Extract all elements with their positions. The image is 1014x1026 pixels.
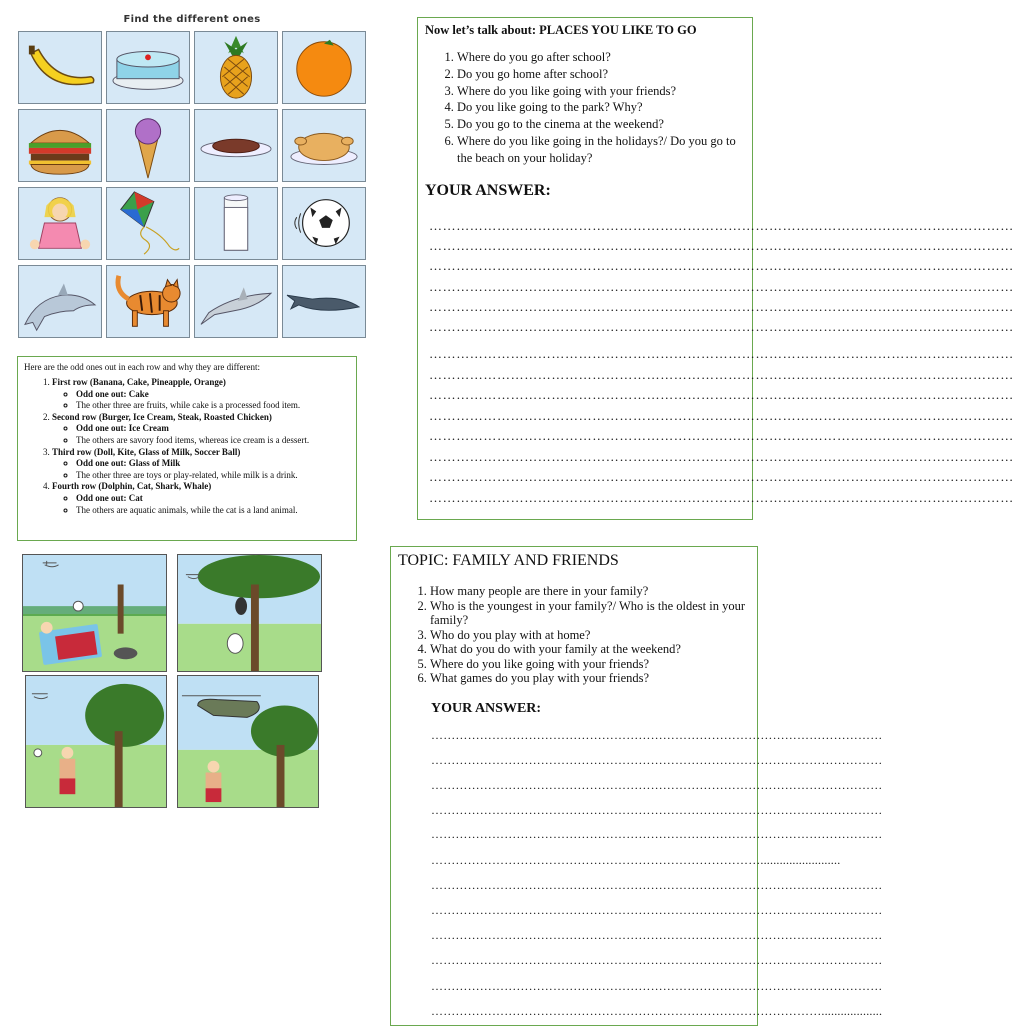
cake-icon xyxy=(106,31,190,104)
answer-line[interactable]: ………………………………………………………………………………………………………………… xyxy=(429,258,1014,273)
your-answer-label: YOUR ANSWER: xyxy=(425,182,551,199)
odd-ones-answers xyxy=(17,356,357,541)
answer-line[interactable]: ………………………………………………………………………………………………… xyxy=(431,953,883,967)
answer-line[interactable]: ………………………………………………………………………………………………… xyxy=(431,903,883,917)
family-questions xyxy=(398,584,750,686)
banana-icon xyxy=(18,31,102,104)
roasted-chicken-icon xyxy=(282,109,366,182)
answer-line[interactable]: ………………………………………………………………………………………………………………… xyxy=(429,238,1014,253)
answers-list xyxy=(24,377,372,516)
grid-title: Find the different ones xyxy=(123,14,261,25)
question: 2. Do you go home after school? xyxy=(457,66,752,83)
question: 4. Do you like going to the park? Why? xyxy=(457,99,752,116)
glass-of-milk-icon xyxy=(194,187,278,260)
answer-line[interactable]: ………………………………………………………………………………………………………………… xyxy=(429,319,1014,334)
kite-icon xyxy=(106,187,190,260)
panel-helicopter-rescue xyxy=(177,675,319,808)
answer-line[interactable]: ………………………………………………………………………………………………… xyxy=(431,979,883,993)
panel-sleeping-man xyxy=(22,554,167,672)
orange-icon xyxy=(282,31,366,104)
question: 3. Who do you play with at home? xyxy=(430,628,750,643)
shark-icon xyxy=(194,265,278,338)
your-answer-label: YOUR ANSWER: xyxy=(431,701,542,716)
answer-line[interactable]: ………………………………………………………………………………………………………………… xyxy=(429,449,1014,464)
list-item: 2. Second row (Burger, Ice Cream, Steak, Roasted Chicken) ◦ Odd one out: Ice Cream ◦ The others are savory food items, whereas ice cream is a dessert. xyxy=(52,412,372,447)
answer-line[interactable]: ………………………………………………………………………………………………… xyxy=(431,728,883,742)
answer-line[interactable]: ………………………………………………………………………………………………… xyxy=(431,753,883,767)
panel-man-calling xyxy=(25,675,167,808)
list-item: 4. Fourth row (Dolphin, Cat, Shark, Whale) ◦ Odd one out: Cat ◦ The others are aquatic animals, while the cat is a land animal. xyxy=(52,481,372,516)
answer-line[interactable]: ………………………………………………………………………………………………………………… xyxy=(429,218,1014,233)
question: 5. Where do you like going with your friends? xyxy=(430,657,750,672)
answer-line[interactable]: ………………………………………………………………………………………………… xyxy=(431,803,883,817)
picture-grid xyxy=(18,31,368,343)
dolphin-icon xyxy=(18,265,102,338)
question: 6. Where do you like going in the holidays?/ Do you go to the beach on your holiday? xyxy=(457,133,752,167)
answer-line[interactable]: ………………………………………………………………………………………………………………… xyxy=(429,346,1014,361)
answer-line[interactable]: ………………………………………………………………………………………………………………… xyxy=(429,387,1014,402)
answer-line[interactable]: ………………………………………………………………………………………………… xyxy=(431,878,883,892)
question: 1. How many people are there in your family? xyxy=(430,584,750,599)
answer-line[interactable]: ………………………………………………………………………………………………… xyxy=(431,928,883,942)
answer-line[interactable]: ………………………………………………………………………......................... xyxy=(431,853,841,867)
family-section xyxy=(390,546,883,1026)
answer-line[interactable]: ………………………………………………………………………………………………… xyxy=(431,778,883,792)
question: 2. Who is the youngest in your family?/ Who is the oldest in your family? xyxy=(430,599,750,628)
family-heading: TOPIC: FAMILY AND FRIENDS xyxy=(398,552,619,569)
cat-icon xyxy=(106,265,190,338)
answer-line[interactable]: ………………………………………………………………………………………………………………… xyxy=(429,367,1014,382)
question: 3. Where do you like going with your friends? xyxy=(457,83,752,100)
steak-icon xyxy=(194,109,278,182)
places-questions xyxy=(425,49,752,167)
answer-line[interactable]: ……………………………………………………………………………………................... xyxy=(431,1004,883,1018)
question: 6. What games do you play with your friends? xyxy=(430,671,750,686)
answer-line[interactable]: ………………………………………………………………………………………………………………… xyxy=(429,469,1014,484)
answer-line[interactable]: ………………………………………………………………………………………………………………… xyxy=(429,428,1014,443)
answer-line[interactable]: ………………………………………………………………………………………………… xyxy=(431,827,883,841)
answer-line[interactable]: ………………………………………………………………………………………………………………… xyxy=(429,490,1014,505)
question: 1. Where do you go after school? xyxy=(457,49,752,66)
answer-line[interactable]: ………………………………………………………………………………………………………………… xyxy=(429,408,1014,423)
places-heading: Now let’s talk about: PLACES YOU LIKE TO GO xyxy=(425,23,697,37)
question: 4. What do you do with your family at the weekend? xyxy=(430,642,750,657)
pineapple-icon xyxy=(194,31,278,104)
places-section xyxy=(417,17,1014,520)
answer-line[interactable]: ………………………………………………………………………………………………………………… xyxy=(429,279,1014,294)
question: 5. Do you go to the cinema at the weekend? xyxy=(457,116,752,133)
answers-intro: Here are the odd ones out in each row and why they are different: xyxy=(24,362,260,372)
panel-cat-in-tree xyxy=(177,554,322,672)
answer-line[interactable]: ………………………………………………………………………………………………………………… xyxy=(429,299,1014,314)
ice-cream-icon xyxy=(106,109,190,182)
doll-icon xyxy=(18,187,102,260)
whale-icon xyxy=(282,265,366,338)
soccer-ball-icon xyxy=(282,187,366,260)
list-item: 3. Third row (Doll, Kite, Glass of Milk, Soccer Ball) ◦ Odd one out: Glass of Milk ◦ The other three are toys or play-related, while milk is a drink. xyxy=(52,447,372,482)
burger-icon xyxy=(18,109,102,182)
list-item: 1. First row (Banana, Cake, Pineapple, Orange) ◦ Odd one out: Cake ◦ The other three are fruits, while cake is a processed food item. xyxy=(52,377,372,412)
